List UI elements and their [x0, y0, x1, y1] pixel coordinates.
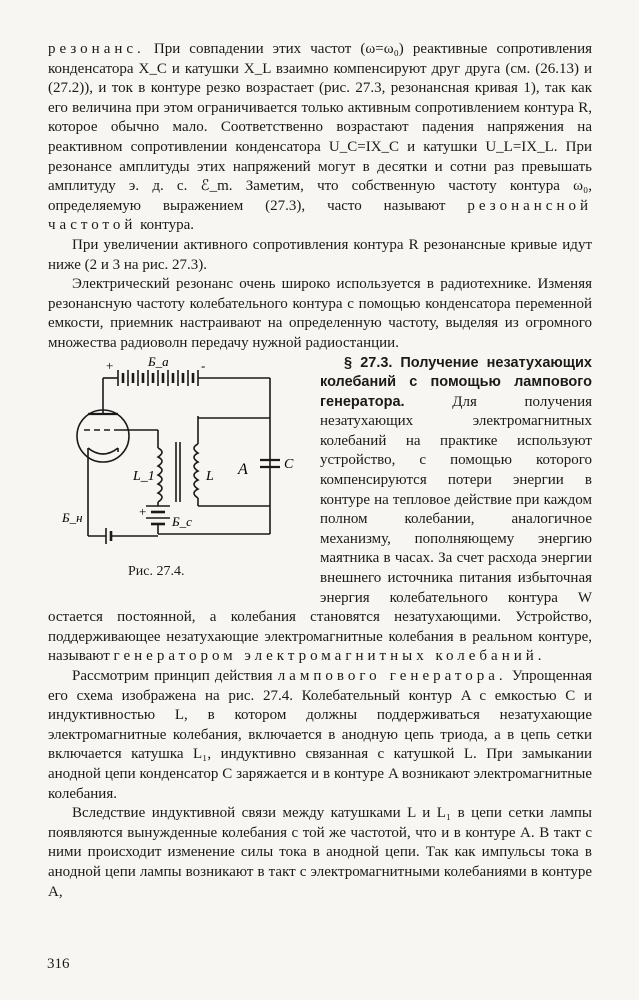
grid-battery-label: Б_с [172, 513, 192, 529]
plus-bottom-label: + [139, 503, 147, 519]
paragraph-3-text: Электрический резонанс очень широко используется в радиотехнике. Изменяя резонансную частоту колебательного контура с помощью конденсатора переменной емкости, приемник настраивают на определенную частоту, выделяя из огромного множества радиоволн передачу нужной радиостанции. [48, 276, 592, 351]
paragraph-1-end: контура. [136, 217, 194, 234]
term-generator: генератором электромагнитных колебаний. [113, 648, 546, 665]
paragraph-3 [48, 275, 592, 353]
capacitor-c-label: C [284, 456, 294, 472]
section-number: § 27.3. [344, 354, 393, 371]
term-resonant-frequency: резонансной частотой [48, 197, 592, 234]
minus-top-label: - [201, 357, 206, 373]
coil-l1-label: L_1 [133, 468, 155, 484]
section-text: Для получения незатухающих электромагнитных колебаний на практике используют устройство, с помощью которого компенсируются потери энергии в контуре на тепловое действие при каждом полном колебании, аналогичное механизму, пополняющему энергию маятника в часах. За счет расхода энергии внешнего источника питания избыточная энергия колебательного контура W остается постоянной, а колебания становятся незатухающими. Устройство, поддерживающее незатухающие электромагнитные колебания в реальном контуре, называют [48, 393, 592, 665]
plus-top-label: + [106, 357, 114, 373]
anode-battery-label: Б_а [148, 355, 169, 369]
figure-caption: Рис. 27.4. [128, 563, 185, 579]
circuit-a-label: A [238, 460, 248, 478]
page-number: 316 [47, 956, 70, 972]
paragraph-5-text: Упрощенная его схема изображена на рис. 27.4. Колебательный контур A с емкостью C и индуктивностью L, в котором должны поддерживаться незатухающие электромагнитные колебания, включается в анодную цепь триода, а в цепь сетки включается катушка L₁, индуктивно связанная с катушкой L. При замыкании анодной цепи конденсатор C заряжается и в контуре A возникают электромагнитные колебания. [48, 668, 593, 802]
section-title: Получение незатухающих колебаний с помощью лампового генератора. [320, 354, 592, 410]
coil-l-label: L [206, 468, 214, 484]
term-resonance: резонанс. [48, 41, 145, 57]
paragraph-5-start: Рассмотрим принцип действия [72, 668, 273, 684]
page-body [48, 40, 592, 902]
paragraph-1-text: При совпадении этих частот (ω=ω₀) реактивные сопротивления конденсатора X_C и катушки X_L взаимно компенсируют друг друга (см. (26.13) и (27.2)), и ток в контуре резко возрастает (рис. 27.3, резонансная кривая 1), так как его величина при этом ограничивается только активным сопротивлением контура R, которое обычно мало. Соответственно возрастают падения напряжения на реактивном сопротивлении конденсатора U_C=IX_C и катушки U_L=IX_L. При резонансе амплитуды этих напряжений могут в десятки и сотни раз превышать амплитуду э. д. с. ℰ_m. Заметим, что собственную частоту контура ω₀, определяемую выражением (27.3), часто называют [48, 41, 592, 214]
paragraph-1 [48, 40, 592, 236]
circuit-diagram [48, 356, 310, 590]
figure-27-4 [48, 356, 310, 590]
heater-battery-label: Б_н [62, 509, 83, 525]
paragraph-2: При увеличении активного сопротивления контура R резонансные кривые идут ниже (2 и 3 на рис. 27.3). [48, 236, 592, 273]
paragraph-6: Вследствие индуктивной связи между катушками L и L₁ в цепи сетки лампы появляются вынужденные колебания с той же частотой, что и в контуре A. В такт с ними происходит изменение силы тока в анодной цепи. Так как импульсы тока в анодной цепи лампы возникают в такт с электромагнитными колебаниями в контуре A, [48, 805, 592, 900]
term-tube-generator: лампового генератора. [277, 668, 507, 684]
paragraph-5 [48, 667, 592, 804]
